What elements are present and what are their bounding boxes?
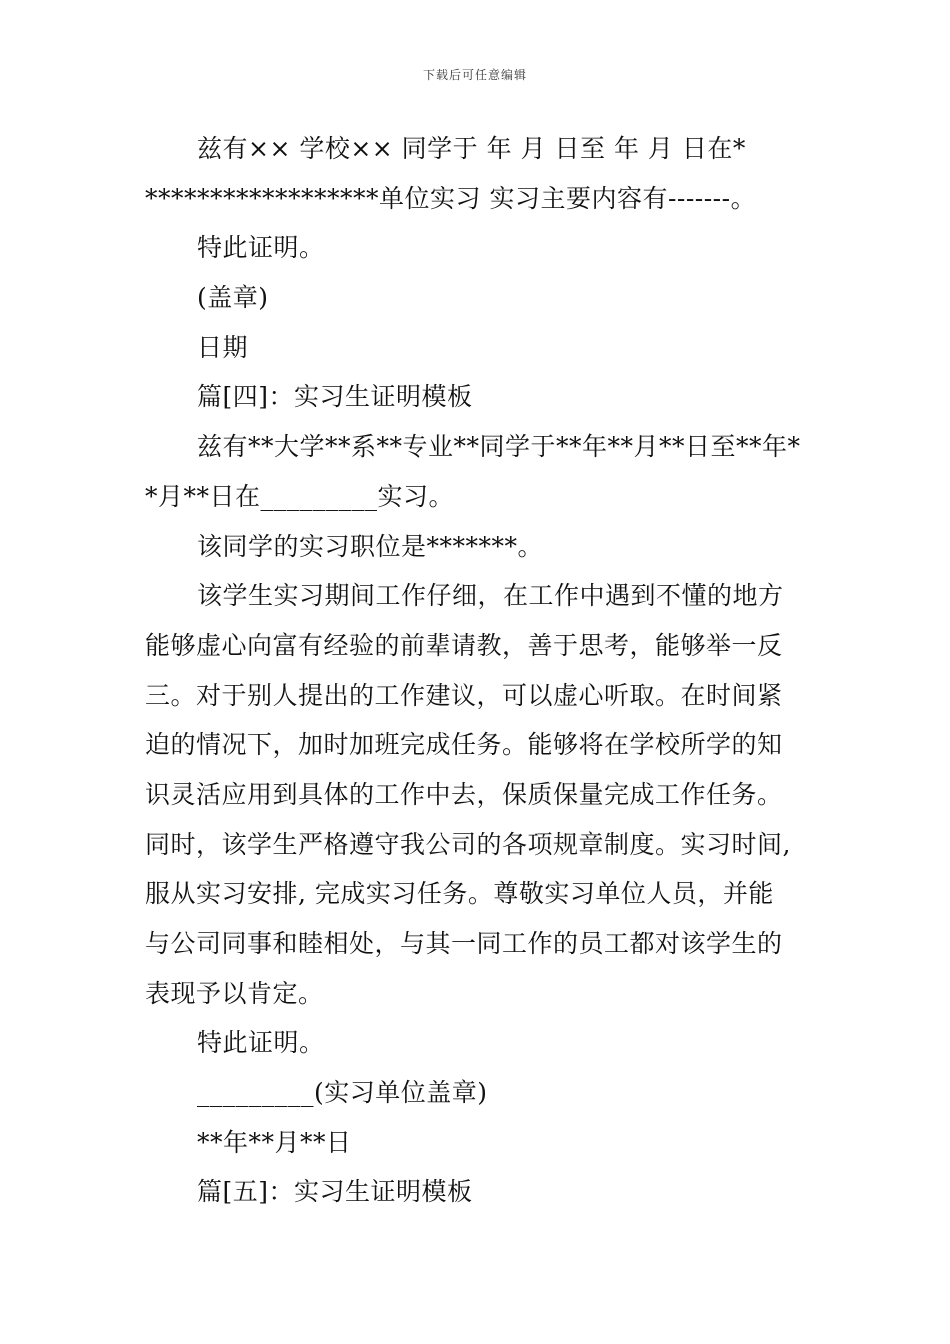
- paragraph-line: 识灵活应用到具体的工作中去，保质保量完成工作任务。: [145, 779, 783, 809]
- date-line: **年**月**日: [197, 1127, 352, 1157]
- section-heading: 篇[四]：实习生证明模板: [197, 382, 473, 412]
- paragraph-line: 兹有×× 学校×× 同学于 年 月 日至 年 月 日在*: [197, 134, 746, 163]
- paragraph-line: 同时，该学生严格遵守我公司的各项规章制度。实习时间,: [145, 829, 791, 859]
- section-heading: 篇[五]：实习生证明模板: [197, 1177, 473, 1207]
- paragraph-line: 能够虚心向富有经验的前辈请教，善于思考，能够举一反: [145, 630, 783, 660]
- paragraph-line: *月**日在_________实习。: [145, 481, 455, 511]
- paragraph-line: 表现予以肯定。: [145, 978, 324, 1008]
- paragraph-line: 迫的情况下，加时加班完成任务。能够将在学校所学的知: [145, 730, 783, 760]
- paragraph-line: 该学生实习期间工作仔细，在工作中遇到不懂的地方: [197, 581, 784, 611]
- paragraph-line: 特此证明。: [197, 233, 325, 263]
- paragraph-line: 服从实习安排, 完成实习任务。尊敬实习单位人员，并能: [145, 879, 774, 909]
- seal-label: (盖章): [197, 283, 269, 313]
- document-body: [145, 124, 810, 1217]
- paragraph-line: ******************单位实习 实习主要内容有-------。: [145, 183, 757, 213]
- download-note: 下载后可任意编辑: [422, 68, 527, 82]
- paragraph-line: 兹有**大学**系**专业**同学于**年**月**日至**年*: [197, 432, 801, 462]
- paragraph-line: 特此证明。: [197, 1028, 325, 1058]
- date-label: 日期: [197, 332, 249, 362]
- paragraph-line: 与公司同事和睦相处，与其一同工作的员工都对该学生的: [145, 929, 783, 958]
- paragraph-line: 三。对于别人提出的工作建议，可以虚心听取。在时间紧: [145, 680, 783, 710]
- seal-line: _________(实习单位盖章): [197, 1078, 488, 1108]
- paragraph-line: 该同学的实习职位是*******。: [197, 531, 544, 561]
